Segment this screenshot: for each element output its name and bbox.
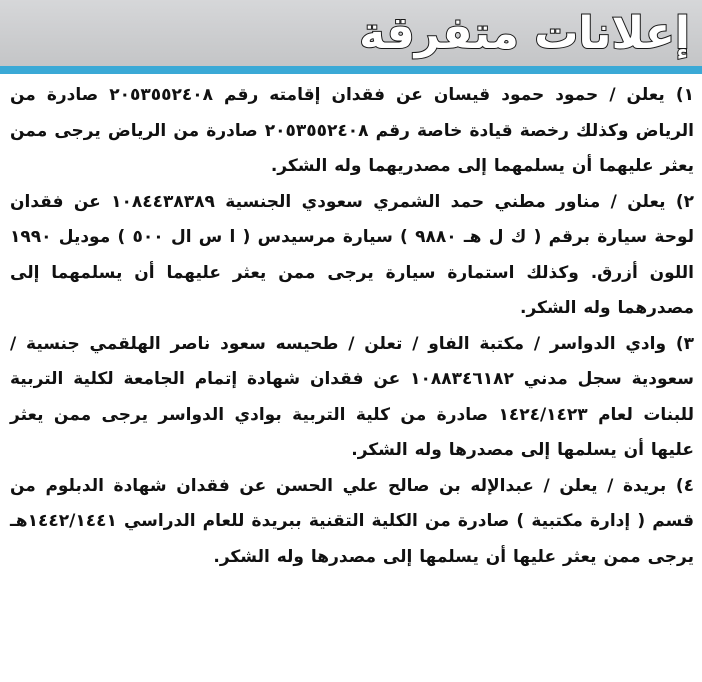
announcement-item-3 (10, 327, 694, 469)
section-title: إعلانات متفرقة (359, 8, 690, 59)
announcement-number: ١) (675, 85, 694, 105)
announcement-text: يعلن / مناور مطني حمد الشمري سعودي الجنسية ١٠٨٤٤٣٨٣٨٩ عن فقدان لوحة سيارة برقم ( ك ل هـ ٩٨٨٠ ) سيارة مرسيدس ( ا س ال ٥٠٠ ) موديل ١٩٩٠ اللون أزرق. وكذلك استمارة سيارة يرجى ممن يعثر عليهما أن يسلمهما إلى مصدرهما وله الشكر. (10, 191, 695, 318)
announcements-list (10, 78, 694, 575)
announcement-item-4 (10, 469, 694, 576)
announcement-item-2 (10, 185, 694, 327)
announcement-text: وادي الدواسر / مكتبة الفاو / تعلن / طحيسه سعود ناصر الهلقمي جنسية / سعودية سجل مدني ١٠٨٨٣٤٦١٨٢ عن فقدان شهادة إتمام الجامعة لكلية التربية للبنات لعام ١٤٢٤/١٤٢٣ صادرة من كلية التربية بوادي الدواسر يرجى ممن يعثر عليها أن يسلمها إلى مصدرها وله الشكر. (10, 333, 694, 460)
section-header (0, 0, 702, 66)
announcement-number: ٤) (675, 475, 694, 496)
announcement-number: ٣) (675, 333, 694, 354)
announcement-number: ٢) (675, 191, 694, 212)
header-accent-bar (0, 66, 702, 74)
announcement-item-1 (10, 78, 694, 185)
announcement-text: يعلن / حمود حمود قيسان عن فقدان إقامته رقم ٢٠٥٣٥٥٢٤٠٨ صادرة من الرياض وكذلك رخصة قيادة خاصة رقم ٢٠٥٣٥٥٢٤٠٨ صادرة من الرياض يرجى ممن يعثر عليهما أن يسلمهما إلى مصدريهما وله الشكر. (10, 85, 694, 176)
announcement-text: بريدة / يعلن / عبدالإله بن صالح علي الحسن عن فقدان شهادة الدبلوم من قسم ( إدارة مكتبية ) صادرة من الكلية التقنية ببريدة للعام الدراسي ١٤٤٢/١٤٤١هـ يرجى ممن يعثر عليها أن يسلمها إلى مصدرها وله الشكر. (10, 475, 694, 567)
